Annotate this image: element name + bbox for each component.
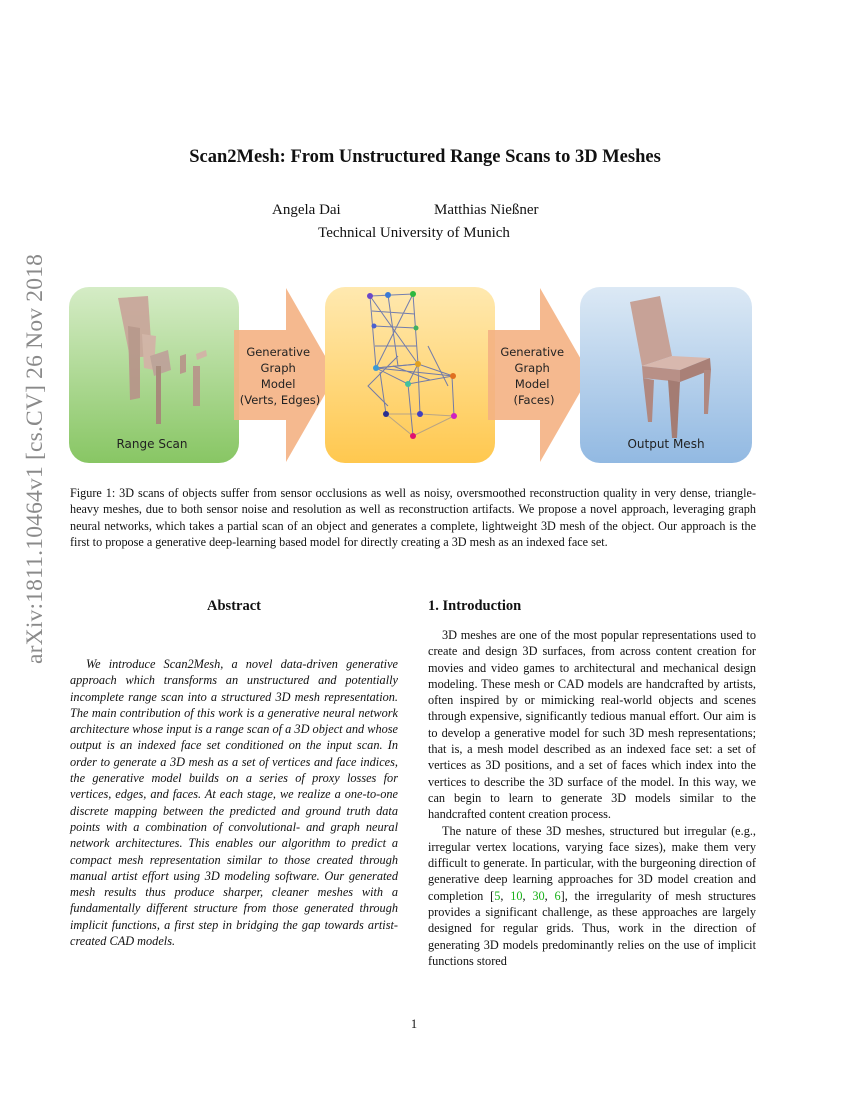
citation-link[interactable]: 30 bbox=[532, 888, 545, 903]
output-mesh-label: Output Mesh bbox=[627, 437, 705, 451]
introduction-body bbox=[428, 627, 756, 969]
affiliation: Technical University of Munich bbox=[318, 225, 510, 241]
arrow-1-line: Generative bbox=[246, 345, 311, 359]
arrow-1-line: (Verts, Edges) bbox=[239, 393, 321, 407]
abstract-heading: Abstract bbox=[207, 598, 261, 614]
arrow-2 bbox=[488, 288, 590, 462]
paragraph-text: ], the irregularity of mesh structures provides a significant challenge, as these approaches are largely designed for regular grids. Thus, work in the direction of generating 3D models predominantly relies on the use of implicit functions stored bbox=[428, 888, 756, 968]
arxiv-stamp-text: arXiv:1811.10464v1 [cs.CV] 26 Nov 2018 bbox=[22, 253, 48, 664]
author-name: Angela Dai bbox=[272, 202, 341, 218]
range-scan-label: Range Scan bbox=[116, 437, 188, 451]
introduction-paragraph: 3D meshes are one of the most popular representations used to create and design 3D surfaces, from across content creation for movies and video games to architectural and mechanical design modeling. These mesh or CAD models are handcrafted by artists, often inspired by or mimicking real-world objects and scenes through expensive, significantly tedious manual effort. Our aim is to develop a generative model for such 3D mesh representations; that is, a mesh model described as an indexed face set: a set of vertices as 3D positions, and a set of faces which index into the vertices to describe the 3D surface of the model. In this way, we can begin to learn to generate 3D models similar to the handcrafted content creation process. bbox=[428, 628, 756, 822]
paragraph-text: The nature of these 3D meshes, structured but irregular (e.g., irregular vertex locations, varying face sizes), make them very difficult to generate. In particular, with the burgeoning direction of generative deep learning approaches for 3D model creation and completion [ bbox=[428, 823, 756, 903]
citation-link[interactable]: 5 bbox=[494, 888, 501, 903]
arrow-2-line: Model bbox=[514, 377, 550, 391]
arrow-1-line: Graph bbox=[260, 361, 296, 375]
arrow-1-line: Model bbox=[260, 377, 296, 391]
arrow-1 bbox=[234, 288, 336, 462]
introduction-heading: 1. Introduction bbox=[428, 598, 522, 614]
teaser-figure bbox=[68, 286, 754, 464]
paper-title: Scan2Mesh: From Unstructured Range Scans to 3D Meshes bbox=[189, 147, 661, 167]
arrow-2-line: (Faces) bbox=[513, 393, 555, 407]
author-name: Matthias Nießner bbox=[434, 202, 539, 218]
figure-caption: Figure 1: 3D scans of objects suffer from sensor occlusions as well as noisy, oversmoothed reconstruction quality in very dense, triangle-heavy meshes, due to both sensor noise and resolution as well as reconstruction artifacts. We propose a novel approach, leveraging graph neural networks, which takes a partial scan of an object and generates a complete, lightweight 3D mesh of the object. Our approach is the first to propose a generative deep-learning based model for directly creating a 3D mesh as an indexed face set. bbox=[70, 486, 756, 549]
abstract-text: We introduce Scan2Mesh, a novel data-driven generative approach which transforms an unstructured and potentially incomplete range scan into a structured 3D mesh representation. The main contribution of this work is a generative neural network architecture whose input is a range scan of a 3D object and whose output is an indexed face set conditioned on the input scan. In order to generate a 3D mesh as a set of vertices and face indices, the generative model builds on a series of proxy losses for vertices, edges, and faces. At each stage, we realize a one-to-one discrete mapping between the predicted and ground truth data points with a combination of convolutional- and graph neural network architectures. This enables our algorithm to predict a compact mesh representation similar to those created through manual artist effort using 3D modeling software. Our generated mesh results thus produce sharper, cleaner meshes with a fundamentally different structure from those generated through implicit functions, a first step in bridging the gap towards artist-created CAD models. bbox=[70, 657, 398, 949]
page-number: 1 bbox=[410, 1017, 418, 1031]
citation-link[interactable]: 6 bbox=[554, 888, 561, 903]
introduction-paragraph: The nature of these 3D meshes, structured but irregular (e.g., irregular vertex locations, varying face sizes), make them very difficult to generate. In particular, with the burgeoning direction of generative deep learning approaches for 3D model creation and completion [5, 10, 30, 6], the irregularity of mesh structures provides a significant challenge, as these approaches are largely designed for regular grids. Thus, work in the direction of generating 3D models predominantly relies on the use of implicit functions stored bbox=[428, 823, 756, 968]
citation-link[interactable]: 10 bbox=[510, 888, 523, 903]
arrow-2-line: Graph bbox=[514, 361, 550, 375]
arrow-2-line: Generative bbox=[500, 345, 565, 359]
